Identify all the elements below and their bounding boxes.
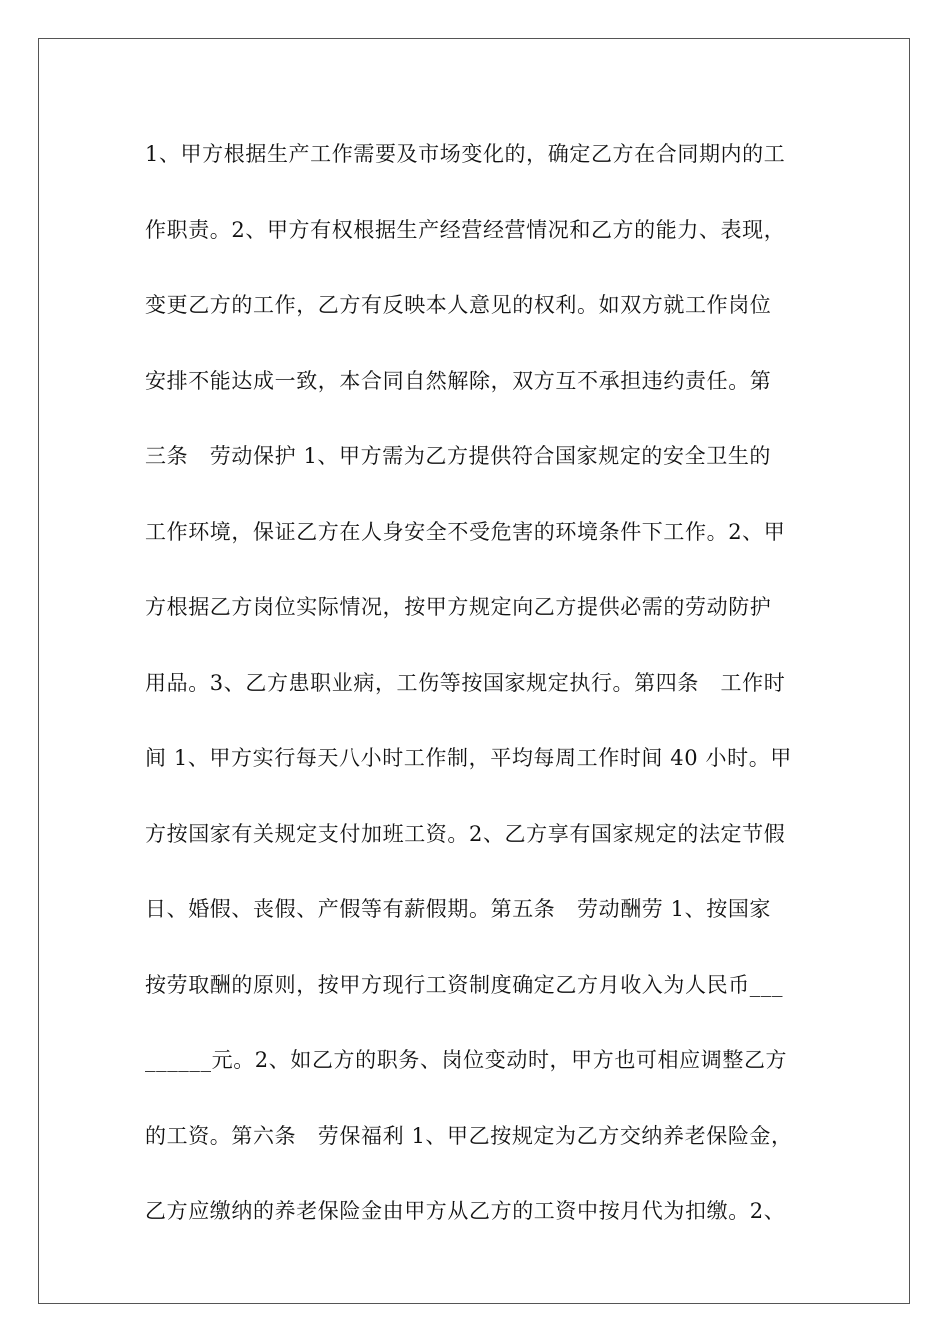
- text-line: 变更乙方的工作，乙方有反映本人意见的权利。如双方就工作岗位: [145, 293, 772, 317]
- text-line: 的工资。第六条 劳保福利 1、甲乙按规定为乙方交纳养老保险金，: [145, 1123, 793, 1148]
- text-line: 安排不能达成一致，本合同自然解除，双方互不承担违约责任。第: [145, 368, 772, 393]
- text-line: 方按国家有关规定支付加班工资。2、乙方享有国家规定的法定节假: [145, 821, 786, 846]
- text-line: 作职责。2、甲方有权根据生产经营经营情况和乙方的能力、表现，: [145, 217, 786, 242]
- text-line: 用品。3、乙方患职业病，工伤等按国家规定执行。第四条 工作时: [145, 670, 786, 695]
- text-line: 1、甲方根据生产工作需要及市场变化的，确定乙方在合同期内的工: [145, 142, 786, 166]
- text-line: 间 1、甲方实行每天八小时工作制，平均每周工作时间 40 小时。甲: [145, 746, 792, 770]
- document-body: [145, 117, 815, 1250]
- text-line: 乙方应缴纳的养老保险金由甲方从乙方的工资中按月代为扣缴。2、: [145, 1199, 786, 1223]
- text-line: 按劳取酬的原则，按甲方现行工资制度确定乙方月收入为人民币___: [145, 972, 784, 997]
- text-line: 三条 劳动保护 1、甲方需为乙方提供符合国家规定的安全卫生的: [145, 444, 772, 468]
- text-line: ______元。2、如乙方的职务、岗位变动时，甲方也可相应调整乙方: [145, 1048, 788, 1072]
- text-line: 方根据乙方岗位实际情况，按甲方规定向乙方提供必需的劳动防护: [145, 595, 772, 619]
- text-line: 日、婚假、丧假、产假等有薪假期。第五条 劳动酬劳 1、按国家: [145, 897, 772, 921]
- text-line: 工作环境，保证乙方在人身安全不受危害的环境条件下工作。2、甲: [145, 519, 786, 544]
